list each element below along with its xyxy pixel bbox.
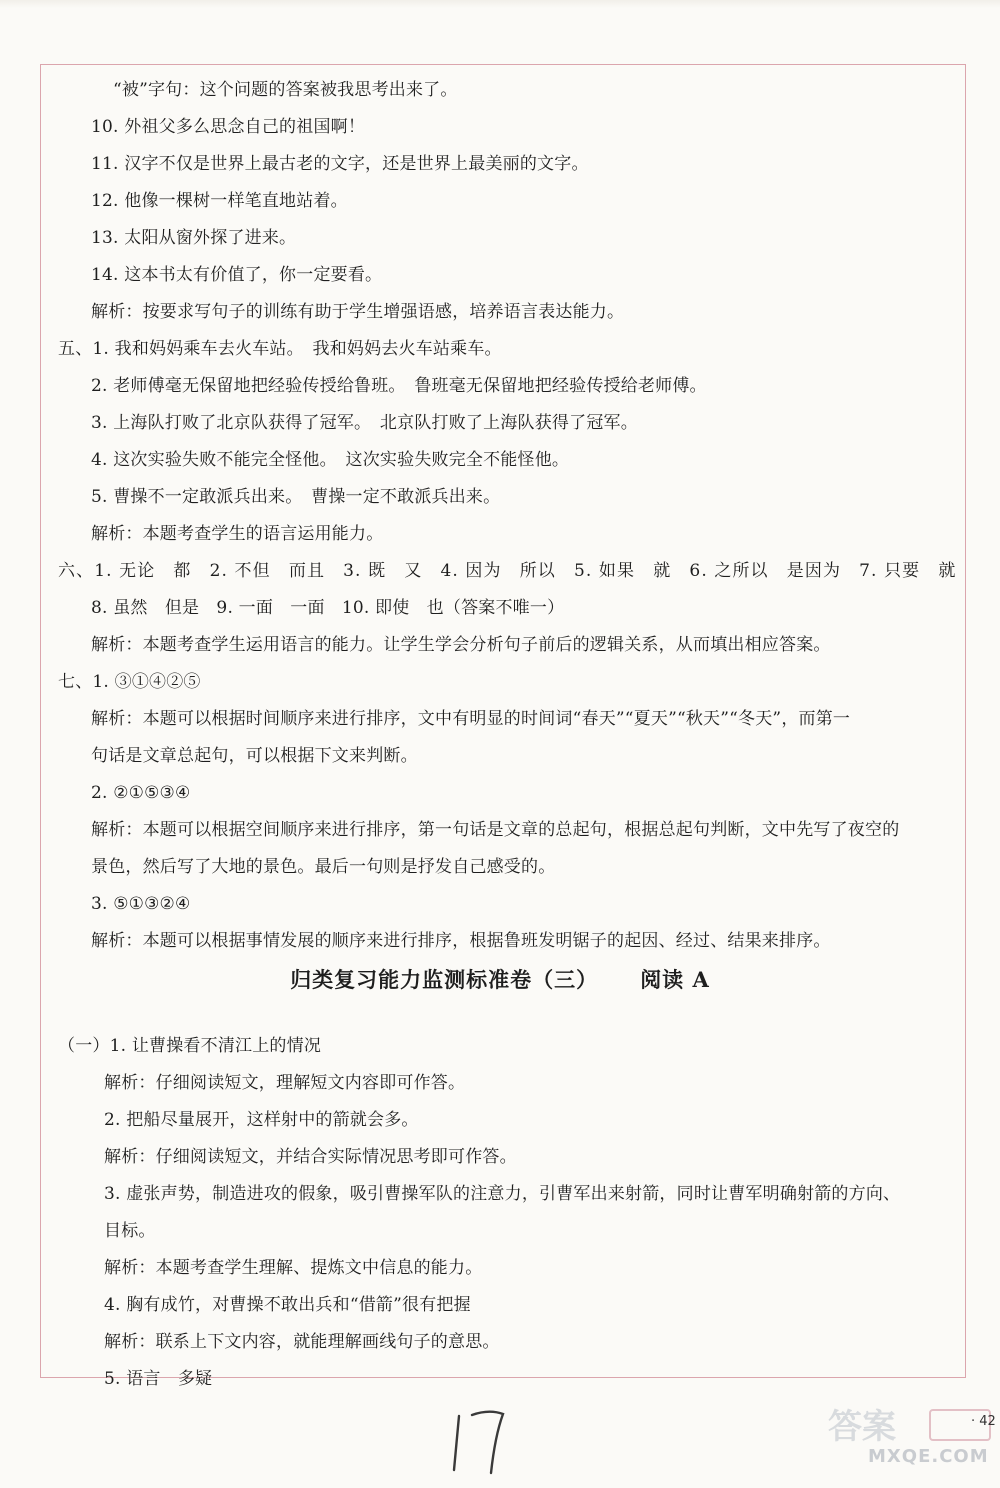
reading-q2: 2. 把船尽量展开，这样射中的箭就会多。 — [104, 1110, 419, 1130]
text-line-5: 13. 太阳从窗外探了进来。 — [91, 228, 297, 248]
section-7-q1-analysis-2: 句话是文章总起句，可以根据下文来判断。 — [91, 746, 418, 766]
text-line-3: 11. 汉字不仅是世界上最古老的文字，还是世界上最美丽的文字。 — [91, 154, 589, 174]
section-7-q2-analysis-2: 景色，然后写了大地的景色。最后一句则是抒发自己感受的。 — [91, 857, 556, 877]
reading-q5: 5. 语言 多疑 — [104, 1369, 213, 1389]
section-5-q1: 五、1. 我和妈妈乘车去火车站。 我和妈妈去火车站乘车。 — [58, 339, 502, 359]
reading-q1: （一）1. 让曹操看不清江上的情况 — [58, 1036, 322, 1056]
section-6-line-1: 六、1. 无论 都 2. 不但 而且 3. 既 又 4. 因为 所以 5. 如果 就 6. 之所以 是因为 7. 只要 就 — [58, 561, 957, 581]
text-line-4: 12. 他像一棵树一样笔直地站着。 — [91, 191, 348, 211]
reading-q3-analysis: 解析：本题考查学生理解、提炼文中信息的能力。 — [104, 1258, 483, 1278]
section-5-q5: 5. 曹操不一定敢派兵出来。 曹操一定不敢派兵出来。 — [91, 487, 501, 507]
section-6-line-2: 8. 虽然 但是 9. 一面 一面 10. 即使 也（答案不唯一） — [91, 598, 565, 618]
section-5-q3: 3. 上海队打败了北京队获得了冠军。 北京队打败了上海队获得了冠军。 — [91, 413, 638, 433]
reading-q2-analysis: 解析：仔细阅读短文，并结合实际情况思考即可作答。 — [104, 1147, 517, 1167]
handwritten-number-17 — [445, 1406, 515, 1478]
section-title — [0, 966, 1000, 994]
section-5-analysis: 解析：本题考查学生的语言运用能力。 — [91, 524, 384, 544]
section-7-q1-analysis-1: 解析：本题可以根据时间顺序来进行排序，文中有明显的时间词“春天”“夏天”“秋天”“冬天”，而第一 — [91, 709, 851, 729]
text-line-1: “被”字句：这个问题的答案被我思考出来了。 — [113, 80, 458, 100]
page-number: · 42 — [971, 1414, 996, 1429]
watermark-logo — [818, 1402, 994, 1486]
reading-q3-line-2: 目标。 — [104, 1221, 156, 1241]
section-5-q4: 4. 这次实验失败不能完全怪他。 这次实验失败完全不能怪他。 — [91, 450, 570, 470]
watermark-logo-text: 答案 — [828, 1407, 896, 1447]
section-7-q1: 七、1. ③①④②⑤ — [58, 672, 201, 692]
section-7-q3-analysis: 解析：本题可以根据事情发展的顺序来进行排序，根据鲁班发明锯子的起因、经过、结果来排序。 — [91, 931, 831, 951]
reading-q3-line-1: 3. 虚张声势，制造进攻的假象，吸引曹操军队的注意力，引曹军出来射箭，同时让曹军明确射箭的方向、 — [104, 1184, 901, 1204]
section-7-q2: 2. ②①⑤③④ — [91, 783, 191, 803]
text-line-7: 解析：按要求写句子的训练有助于学生增强语感，培养语言表达能力。 — [91, 302, 625, 322]
section-title-sub: 阅读 A — [640, 967, 710, 992]
section-7-q3: 3. ⑤①③②④ — [91, 894, 191, 914]
reading-q4: 4. 胸有成竹，对曹操不敢出兵和“借箭”很有把握 — [104, 1295, 471, 1315]
text-line-2: 10. 外祖父多么思念自己的祖国啊！ — [91, 117, 366, 137]
page-top-shade — [0, 0, 1000, 8]
section-title-main: 归类复习能力监测标准卷（三） — [290, 967, 599, 992]
reading-q1-analysis: 解析：仔细阅读短文，理解短文内容即可作答。 — [104, 1073, 466, 1093]
text-line-6: 14. 这本书太有价值了，你一定要看。 — [91, 265, 383, 285]
watermark-site: MXQE.COM — [868, 1446, 989, 1467]
section-7-q2-analysis-1: 解析：本题可以根据空间顺序来进行排序，第一句话是文章的总起句，根据总起句判断，文中先写了夜空的 — [91, 820, 900, 840]
section-5-q2: 2. 老师傅毫无保留地把经验传授给鲁班。 鲁班毫无保留地把经验传授给老师傅。 — [91, 376, 707, 396]
reading-q4-analysis: 解析：联系上下文内容，就能理解画线句子的意思。 — [104, 1332, 500, 1352]
section-6-analysis: 解析：本题考查学生运用语言的能力。让学生学会分析句子前后的逻辑关系，从而填出相应答案。 — [91, 635, 831, 655]
